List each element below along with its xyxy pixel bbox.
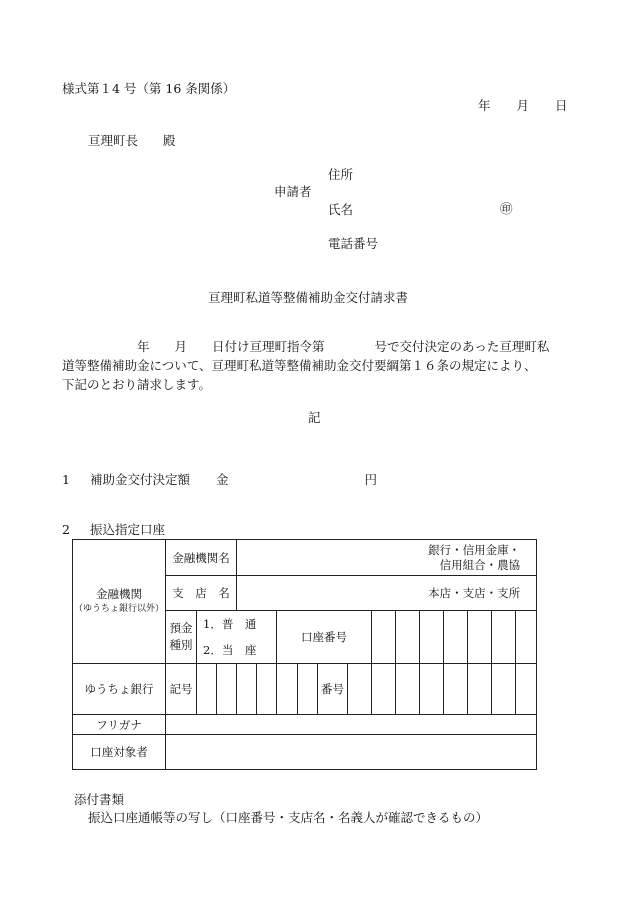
deposit-type-label-1: 預金 <box>169 621 193 635</box>
furigana-label: フリガナ <box>73 715 166 735</box>
item1-prefix: 金 <box>215 472 229 487</box>
account-digit-5[interactable] <box>468 611 492 664</box>
symbol-digit-5[interactable] <box>277 664 298 715</box>
number-digit-5[interactable] <box>444 664 468 715</box>
body-line-1: 年 月 日付け亘理町指令第 号で交付決定のあった亘理町私 <box>62 339 550 354</box>
applicant-label: 申請者 <box>274 184 312 199</box>
deposit-type-label <box>166 611 197 664</box>
number-digit-6[interactable] <box>468 664 492 715</box>
bank-types-line2: 信用組合・農協 <box>439 557 521 572</box>
branch-field[interactable]: 本店・支店・支所 <box>237 576 537 611</box>
date-line <box>478 96 568 114</box>
item1-number: 1 <box>62 472 70 487</box>
symbol-digit-6[interactable] <box>298 664 318 715</box>
account-digit-6[interactable] <box>492 611 516 664</box>
institution-note: （ゆうちょ銀行以外） <box>73 603 164 614</box>
number-digit-8[interactable] <box>516 664 537 715</box>
item2-row <box>62 520 165 538</box>
item1-row <box>62 470 377 488</box>
symbol-digit-2[interactable] <box>217 664 237 715</box>
attachments-heading: 添付書類 <box>74 792 125 807</box>
deposit-type-label-2: 種別 <box>169 638 193 652</box>
date-year: 年 <box>478 98 491 113</box>
symbol-digit-3[interactable] <box>237 664 257 715</box>
holder-field[interactable] <box>166 735 537 770</box>
branch-label: 支 店 名 <box>166 576 237 611</box>
item1-label: 補助金交付決定額 <box>89 472 190 487</box>
number-digit-7[interactable] <box>492 664 516 715</box>
symbol-label: 記号 <box>166 664 197 715</box>
addressee: 亘理町長 殿 <box>88 133 176 148</box>
number-digit-2[interactable] <box>372 664 396 715</box>
number-label: 番号 <box>318 664 348 715</box>
deposit-options[interactable] <box>197 611 277 664</box>
number-digit-3[interactable] <box>396 664 420 715</box>
date-day: 日 <box>555 98 568 113</box>
name-label: 氏名 <box>328 202 354 217</box>
account-digit-2[interactable] <box>396 611 420 664</box>
furigana-field[interactable] <box>166 715 537 735</box>
number-digit-4[interactable] <box>420 664 444 715</box>
address-label: 住所 <box>328 167 354 182</box>
body-text <box>62 337 582 394</box>
date-month: 月 <box>516 98 530 113</box>
phone-label: 電話番号 <box>328 236 379 251</box>
deposit-option-current[interactable]: 2．当 座 <box>203 643 257 657</box>
bank-name-label: 金融機関名 <box>166 540 237 576</box>
account-digit-4[interactable] <box>444 611 468 664</box>
document-title: 亘理町私道等整備補助金交付請求書 <box>208 290 409 305</box>
symbol-digit-4[interactable] <box>257 664 277 715</box>
holder-label: 口座対象者 <box>73 735 166 770</box>
item2-number: 2 <box>62 522 70 537</box>
account-digit-7[interactable] <box>516 611 537 664</box>
item2-label: 振込指定口座 <box>89 522 165 537</box>
symbol-digit-1[interactable] <box>197 664 217 715</box>
account-digit-3[interactable] <box>420 611 444 664</box>
body-line-3: 下記のとおり請求します。 <box>62 377 212 392</box>
bank-account-table <box>72 539 537 770</box>
form-number: 様式第１4 号（第 16 条関係） <box>62 81 236 96</box>
institution-header: 金融機関 <box>96 586 142 601</box>
seal-mark: ㊞ <box>500 201 513 216</box>
bank-name-field[interactable] <box>237 540 537 576</box>
ki-mark: 記 <box>308 410 321 425</box>
bank-types-line1: 銀行・信用金庫・ <box>428 542 521 557</box>
attachments-item: 振込口座通帳等の写し（口座番号・支店名・名義人が確認できるもの） <box>88 810 489 825</box>
item1-unit: 円 <box>364 472 377 487</box>
body-line-2: 道等整備補助金について、亘理町私道等整備補助金交付要綱第１６条の規定により、 <box>62 358 537 373</box>
number-digit-1[interactable] <box>348 664 372 715</box>
account-number-label: 口座番号 <box>277 611 372 664</box>
institution-header-cell <box>73 540 166 664</box>
account-digit-1[interactable] <box>372 611 396 664</box>
deposit-option-ordinary[interactable]: 1．普 通 <box>203 617 257 631</box>
yucho-label: ゆうちょ銀行 <box>73 664 166 715</box>
